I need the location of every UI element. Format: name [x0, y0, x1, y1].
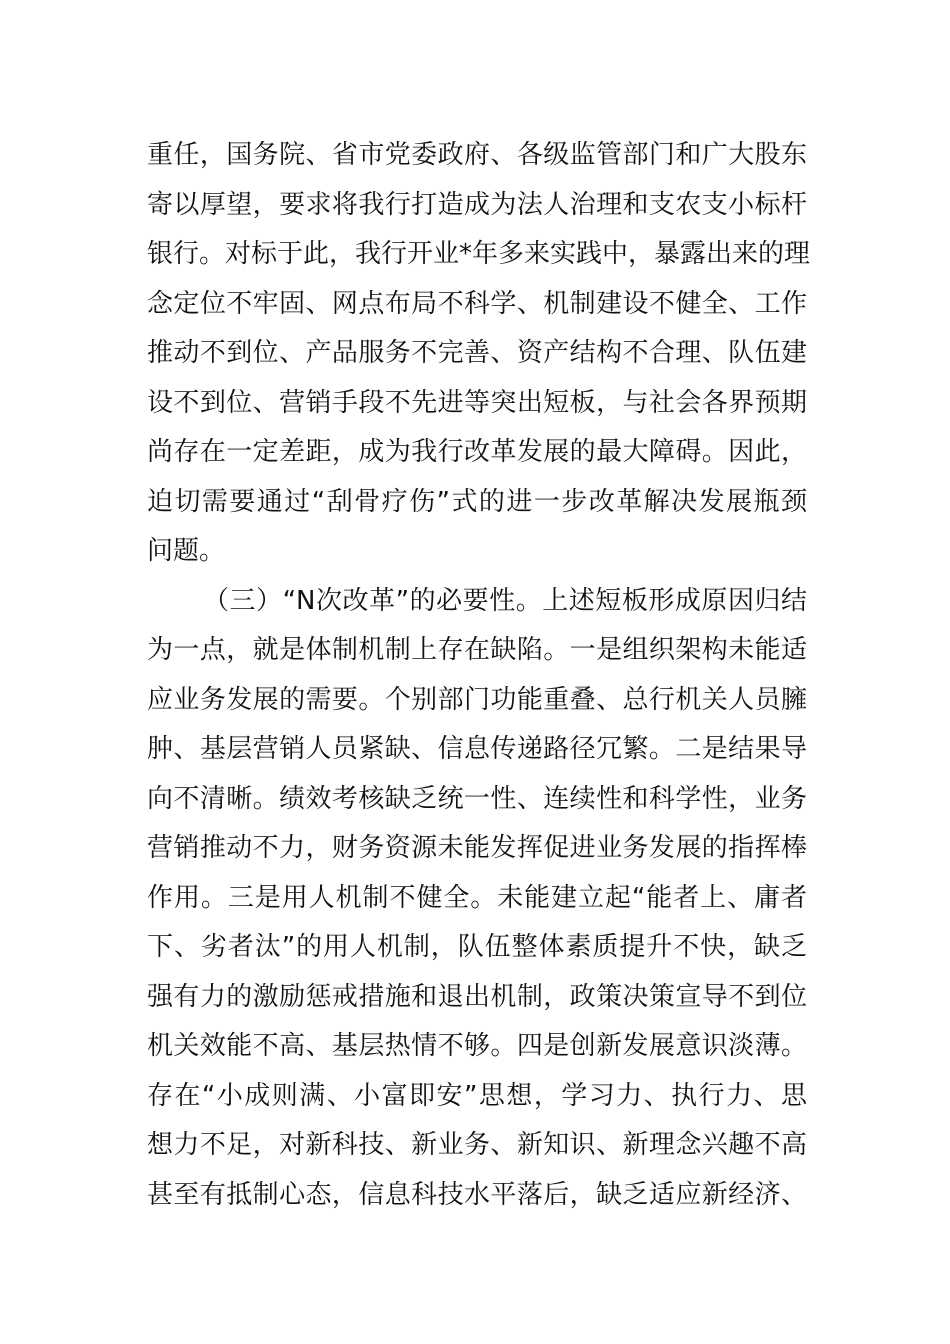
text-line: 向不清晰。绩效考核缺乏统一性、连续性和科学性，业务 — [147, 783, 807, 814]
text-line: 重任，国务院、省市党委政府、各级监管部门和广大股东 — [147, 140, 807, 170]
text-line: 想力不足，对新科技、新业务、新知识、新理念兴趣不高 — [147, 1130, 807, 1160]
text-line: 存在“小成则满、小富即安”思想，学习力、执行力、思 — [147, 1080, 807, 1111]
text-line: 寄以厚望，要求将我行打造成为法人治理和支农支小标杆 — [147, 189, 807, 220]
text-line: 作用。三是用人机制不健全。未能建立起“能者上、庸者 — [147, 882, 807, 913]
text-line: 迫切需要通过“刮骨疗伤”式的进一步改革解决发展瓶颈 — [147, 486, 807, 517]
text-line: 肿、基层营销人员紧缺、信息传递路径冗繁。二是结果导 — [147, 734, 807, 764]
text-line: 推动不到位、产品服务不完善、资产结构不合理、队伍建 — [147, 338, 807, 368]
text-line: 甚至有抵制心态，信息科技水平落后，缺乏适应新经济、 — [147, 1179, 807, 1210]
text-line: 强有力的激励惩戒措施和退出机制，政策决策宣导不到位 — [147, 981, 807, 1012]
text-line: 应业务发展的需要。个别部门功能重叠、总行机关人员臃 — [147, 684, 807, 715]
text-line: 机关效能不高、基层热情不够。四是创新发展意识淡薄。 — [147, 1031, 807, 1061]
body-text — [147, 131, 811, 1220]
text-line: 营销推动不力，财务资源未能发挥促进业务发展的指挥棒 — [147, 833, 807, 863]
text-line: 尚存在一定差距，成为我行改革发展的最大障碍。因此， — [147, 437, 807, 467]
text-line: 下、劣者汰”的用人机制，队伍整体素质提升不快，缺乏 — [147, 932, 807, 962]
paragraph-end-line: 问题。 — [147, 536, 226, 566]
text-line: 银行。对标于此，我行开业*年多来实践中，暴露出来的理 — [147, 239, 811, 269]
section-heading-line: （三）“N次改革”的必要性。上述短板形成原因归结 — [203, 585, 807, 616]
text-line: 设不到位、营销手段不先进等突出短板，与社会各界预期 — [147, 387, 807, 418]
text-line: 为一点，就是体制机制上存在缺陷。一是组织架构未能适 — [147, 635, 807, 665]
text-line: 念定位不牢固、网点布局不科学、机制建设不健全、工作 — [147, 288, 807, 319]
